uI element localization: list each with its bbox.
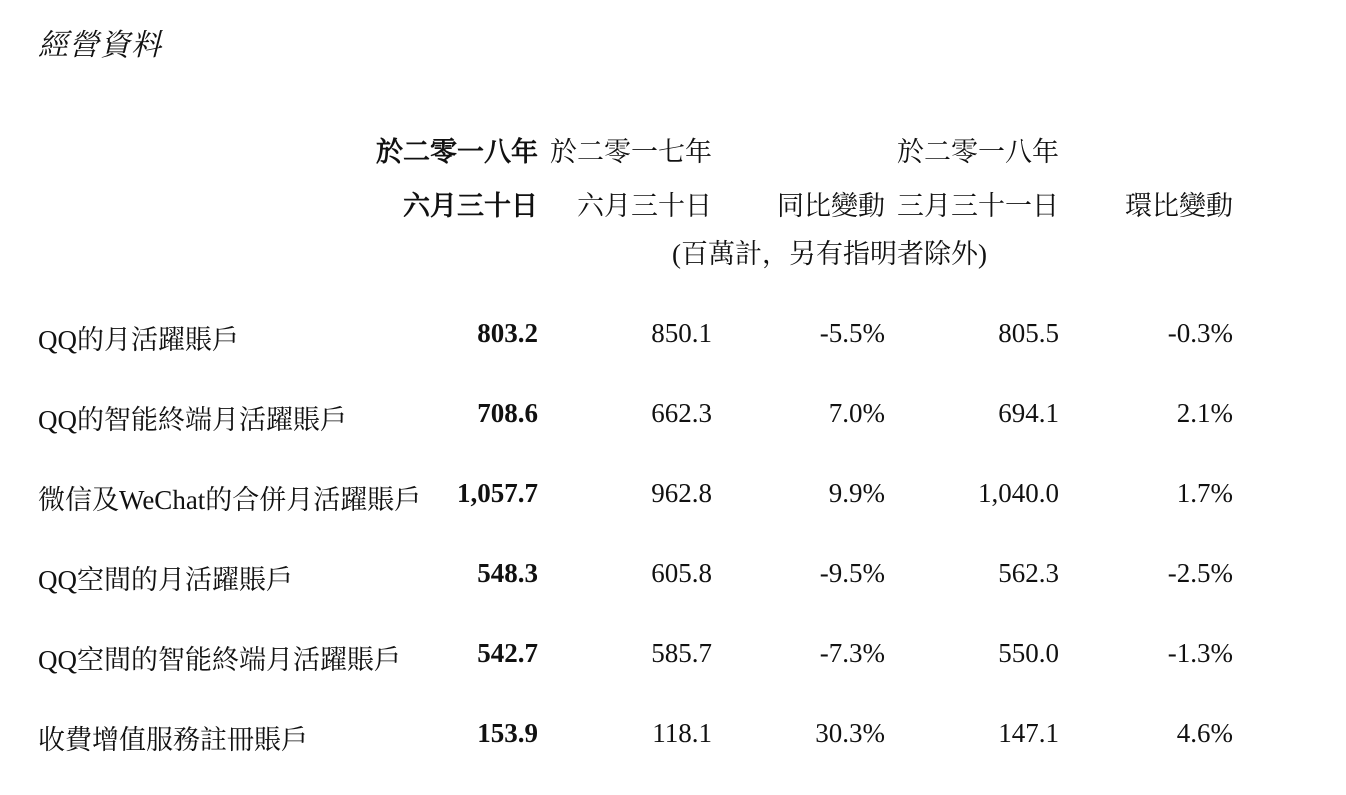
- table-cell: 1,040.0: [978, 478, 1059, 508]
- table-cell: 562.3: [998, 558, 1059, 588]
- row-label: 微信及WeChat的合併月活躍賬戶: [38, 485, 422, 515]
- table-cell: 1,057.7: [457, 478, 538, 508]
- row-label: QQ空間的月活躍賬戶: [38, 565, 293, 595]
- table-cell: 9.9%: [828, 478, 885, 508]
- column-header-yoy-change: 同比變動: [777, 191, 885, 221]
- column-header-2018-jun-line2: 六月三十日: [403, 191, 538, 221]
- table-cell: 1.7%: [1176, 478, 1233, 508]
- table-cell: -1.3%: [1167, 638, 1233, 668]
- table-cell: 662.3: [651, 398, 712, 428]
- table-cell: 708.6: [477, 398, 538, 428]
- row-label: QQ的月活躍賬戶: [38, 325, 239, 355]
- row-label: QQ的智能終端月活躍賬戶: [38, 405, 347, 435]
- column-header-2018-mar-line1: 於二零一八年: [897, 137, 1059, 167]
- table-cell: -9.5%: [819, 558, 885, 588]
- column-header-2017-jun-line2: 六月三十日: [577, 191, 712, 221]
- unit-note: (百萬計，另有指明者除外): [672, 239, 987, 269]
- table-cell: -5.5%: [819, 318, 885, 348]
- page-title: 經營資料: [38, 29, 162, 62]
- table-cell: 30.3%: [815, 718, 885, 748]
- column-header-2018-mar-line2: 三月三十一日: [897, 191, 1059, 221]
- table-cell: 605.8: [651, 558, 712, 588]
- table-cell: -2.5%: [1167, 558, 1233, 588]
- column-header-2017-jun-line1: 於二零一七年: [550, 137, 712, 167]
- table-cell: 542.7: [477, 638, 538, 668]
- table-cell: 4.6%: [1176, 718, 1233, 748]
- column-header-2018-jun-line1: 於二零一八年: [376, 137, 538, 167]
- table-cell: 585.7: [651, 638, 712, 668]
- row-label: 收費增值服務註冊賬戶: [38, 725, 308, 755]
- table-cell: 153.9: [477, 718, 538, 748]
- table-cell: -0.3%: [1167, 318, 1233, 348]
- row-label: QQ空間的智能終端月活躍賬戶: [38, 645, 401, 675]
- table-cell: 694.1: [998, 398, 1059, 428]
- table-cell: 548.3: [477, 558, 538, 588]
- table-cell: 550.0: [998, 638, 1059, 668]
- table-cell: 7.0%: [828, 398, 885, 428]
- table-cell: -7.3%: [819, 638, 885, 668]
- table-cell: 803.2: [477, 318, 538, 348]
- table-cell: 2.1%: [1176, 398, 1233, 428]
- table-cell: 147.1: [998, 718, 1059, 748]
- table-cell: 118.1: [652, 718, 712, 748]
- table-cell: 850.1: [651, 318, 712, 348]
- table-cell: 962.8: [651, 478, 712, 508]
- column-header-qoq-change: 環比變動: [1125, 191, 1233, 221]
- table-cell: 805.5: [998, 318, 1059, 348]
